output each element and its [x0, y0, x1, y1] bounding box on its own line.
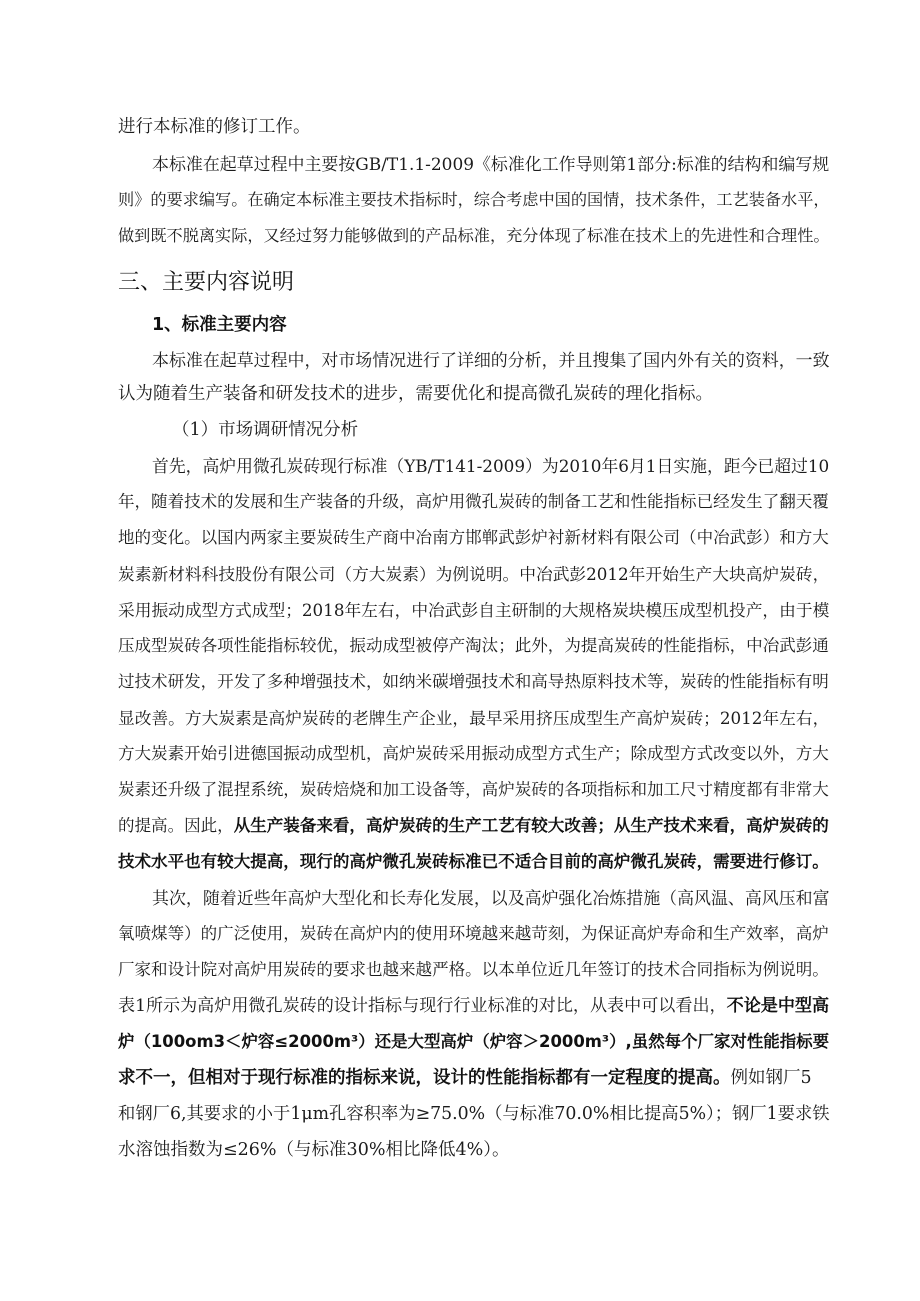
paragraph-line: 认为随着生产装备和研发技术的进步，需要优化和提高微孔炭砖的理化指标。 [118, 384, 713, 404]
subsection-title: 1、标准主要内容 [152, 315, 287, 335]
paragraph-line: 年，随着技术的发展和生产装备的升级，高炉用微孔炭砖的制备工艺和性能指标已经发生了翻天覆 [118, 492, 829, 511]
emphasis-text: 不论是中型高 [726, 996, 830, 1016]
paragraph-text: 例如钢厂5 [730, 1068, 812, 1088]
paragraph-line: 氧喷煤等）的广泛使用，炭砖在高炉内的使用环境越来越苛刻，为保证高炉寿命和生产效率，高炉 [118, 924, 829, 943]
paragraph-line: 做到既不脱离实际，又经过努力能够做到的产品标准，充分体现了标准在技术上的先进性和合理性。 [118, 226, 830, 245]
paragraph-line: 炭素新材料科技股份有限公司（方大炭素）为例说明。中冶武彭2012年开始生产大块高炉炭砖， [118, 564, 830, 584]
section-title: 三、主要内容说明 [118, 270, 295, 295]
paragraph-line: 炭素还升级了混捏系统，炭砖焙烧和加工设备等，高炉炭砖的各项指标和加工尺寸精度都有非常大 [118, 780, 829, 799]
paragraph-line: 其次，随着近些年高炉大型化和长寿化发展，以及高炉强化冶炼措施（高风温、高风压和富 [152, 888, 830, 908]
paragraph-line: 压成型炭砖各项性能指标较优，振动成型被停产淘汰；此外，为提高炭砖的性能指标，中冶武彭通 [118, 636, 829, 655]
emphasis-line: 技术水平也有较大提高，现行的高炉微孔炭砖标准已不适合目前的高炉微孔炭砖，需要进行修订。 [118, 852, 829, 871]
paragraph-line: 方大炭素开始引进德国振动成型机，高炉炭砖采用振动成型方式生产；除成型方式改变以外，方大 [118, 744, 829, 763]
paragraph-line: 水溶蚀指数为≤26%（与标准30%相比降低4%）。 [118, 1140, 510, 1160]
paragraph-line: 过技术研发，开发了多种增强技术，如纳米碳增强技术和高导热原料技术等，炭砖的性能指标有明 [118, 672, 829, 691]
paragraph-line: 厂家和设计院对高炉用炭砖的要求也越来越严格。以本单位近几年签订的技术合同指标为例说明。 [118, 960, 829, 979]
emphasis-text: 从生产装备来看，高炉炭砖的生产工艺有较大改善；从生产技术来看，高炉炭砖的 [233, 816, 829, 835]
paragraph-line: 采用振动成型方式成型；2018年左右，中冶武彭自主研制的大规格炭块模压成型机投产，由于模 [118, 600, 830, 620]
item-title: （1）市场调研情况分析 [172, 420, 359, 440]
emphasis-text: 求不一，但相对于现行标准的指标来说，设计的性能指标都有一定程度的提高。 [118, 1068, 731, 1088]
paragraph-line: 地的变化。以国内两家主要炭砖生产商中冶南方邯郸武彭炉衬新材料有限公司（中冶武彭）和方大 [118, 528, 829, 547]
paragraph-text: 表1所示为高炉用微孔炭砖的设计指标与现行行业标准的对比，从表中可以看出， [118, 996, 727, 1016]
paragraph-line: 则》的要求编写。在确定本标准主要技术指标时，综合考虑中国的国情，技术条件，工艺装备水平， [118, 190, 830, 209]
paragraph-line [118, 1070, 812, 1088]
paragraph-line: 本标准在起草过程中主要按GB/T1.1-2009《标准化工作导则第1部分:标准的结构和编写规 [152, 154, 830, 174]
paragraph-line: 和钢厂6,其要求的小于1μm孔容积率为≥75.0%（与标准70.0%相比提高5%）；钢厂1要求铁 [118, 1104, 830, 1124]
paragraph-line [118, 818, 829, 835]
paragraph-line: 本标准在起草过程中，对市场情况进行了详细的分析，并且搜集了国内外有关的资料，一致 [152, 350, 830, 370]
paragraph-text: 的提高。因此， [118, 816, 234, 835]
paragraph-line: 首先，高炉用微孔炭砖现行标准（YB/T141-2009）为2010年6月1日实施，距今已超过10 [152, 456, 830, 476]
paragraph-line: 进行本标准的修订工作。 [118, 117, 311, 137]
emphasis-line: 炉（100om3＜炉容≤2000m³）还是大型高炉（炉容＞2000m³）,虽然每个厂家对性能指标要 [118, 1032, 830, 1051]
paragraph-line: 显改善。方大炭素是高炉炭砖的老牌生产企业，最早采用挤压成型生产高炉炭砖；2012年左右， [118, 708, 830, 728]
paragraph-line [118, 998, 829, 1015]
